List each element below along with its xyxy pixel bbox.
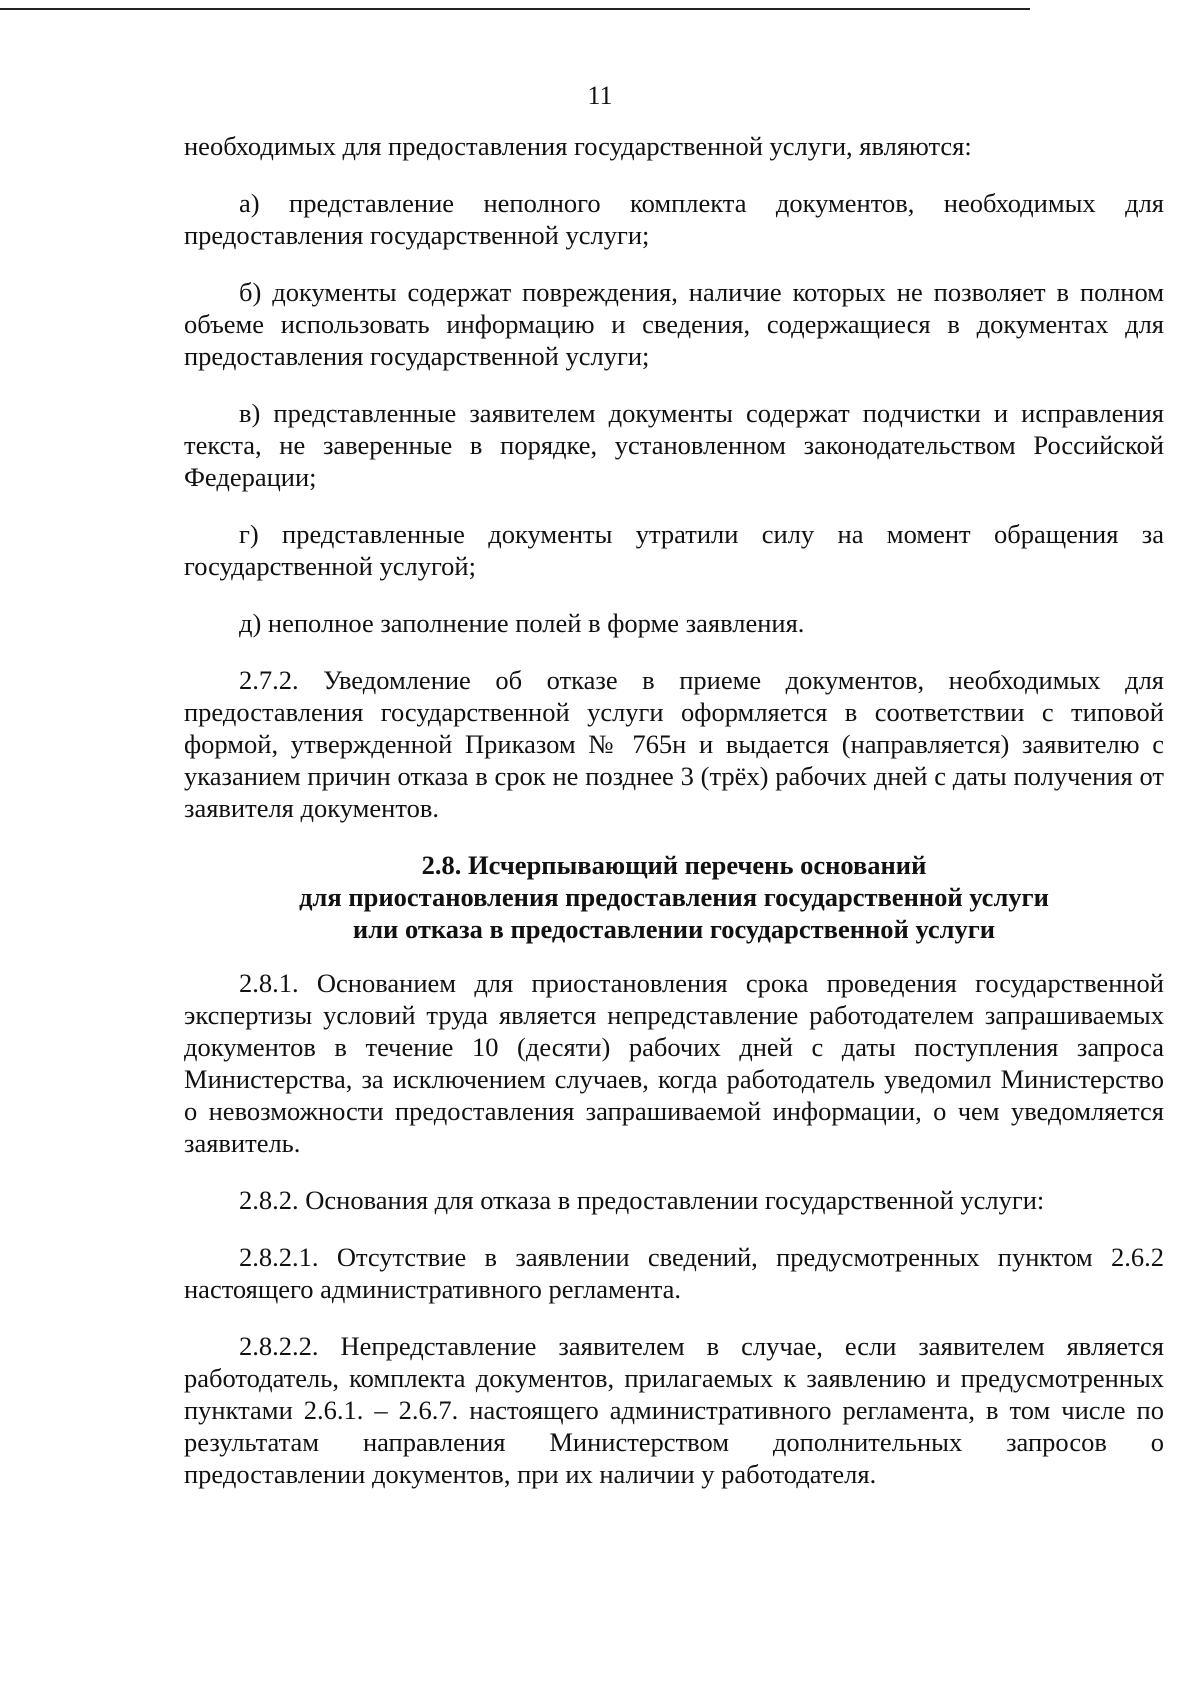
heading-line-1: 2.8. Исчерпывающий перечень оснований — [421, 850, 927, 880]
document-body — [184, 130, 1164, 1515]
heading-line-3: или отказа в предоставлении государственной услуги — [352, 914, 996, 944]
page-number: 11 — [587, 81, 613, 110]
paragraph-item-a: а) представление неполного комплекта документов, необходимых для предоставления государственной услуги; — [184, 188, 1164, 250]
paragraph-item-v: в) представленные заявителем документы содержат подчистки и исправления текста, не заверенные в порядке, установленном законодательством Российской Федерации; — [184, 398, 1164, 492]
paragraph-item-b: б) документы содержат повреждения, наличие которых не позволяет в полном объеме использовать информацию и сведения, содержащиеся в документах для предоставления государственной услуги; — [184, 277, 1164, 371]
paragraph-item-g: г) представленные документы утратили силу на момент обращения за государственной услугой; — [184, 519, 1164, 581]
paragraph-item-d: д) неполное заполнение полей в форме заявления. — [239, 608, 805, 638]
heading-line-2: для приостановления предоставления государственной услуги — [299, 882, 1049, 912]
paragraph-2-8-2-1: 2.8.2.1. Отсутствие в заявлении сведений, предусмотренных пунктом 2.6.2 настоящего административного регламента. — [184, 1242, 1164, 1304]
paragraph-2-8-2: 2.8.2. Основания для отказа в предоставлении государственной услуги: — [239, 1185, 1045, 1215]
intro-paragraph: необходимых для предоставления государственной услуги, являются: — [184, 131, 972, 161]
section-heading-2-8 — [184, 849, 1164, 945]
paragraph-2-8-2-2: 2.8.2.2. Непредставление заявителем в случае, если заявителем является работодатель, комплекта документов, прилагаемых к заявлению и предусмотренных пунктами 2.6.1. – 2.6.7. настоящего административного регламента, в том числе по результатам направления Министерством дополнительных запросов о предоставлении документов, при их наличии у работодателя. — [184, 1331, 1164, 1489]
top-border-line — [0, 8, 1030, 10]
paragraph-2-7-2: 2.7.2. Уведомление об отказе в приеме документов, необходимых для предоставления государственной услуги оформляется в соответствии с типовой формой, утвержденной Приказом № 765н и выдается (направляется) заявителю с указанием причин отказа в срок не позднее 3 (трёх) рабочих дней с даты получения от заявителя документов. — [184, 665, 1164, 823]
paragraph-2-8-1: 2.8.1. Основанием для приостановления срока проведения государственной экспертизы условий труда является непредставление работодателем запрашиваемых документов в течение 10 (десяти) рабочих дней с даты поступления запроса Министерства, за исключением случаев, когда работодатель уведомил Министерство о невозможности предоставления запрашиваемой информации, о чем уведомляется заявитель. — [184, 968, 1164, 1158]
